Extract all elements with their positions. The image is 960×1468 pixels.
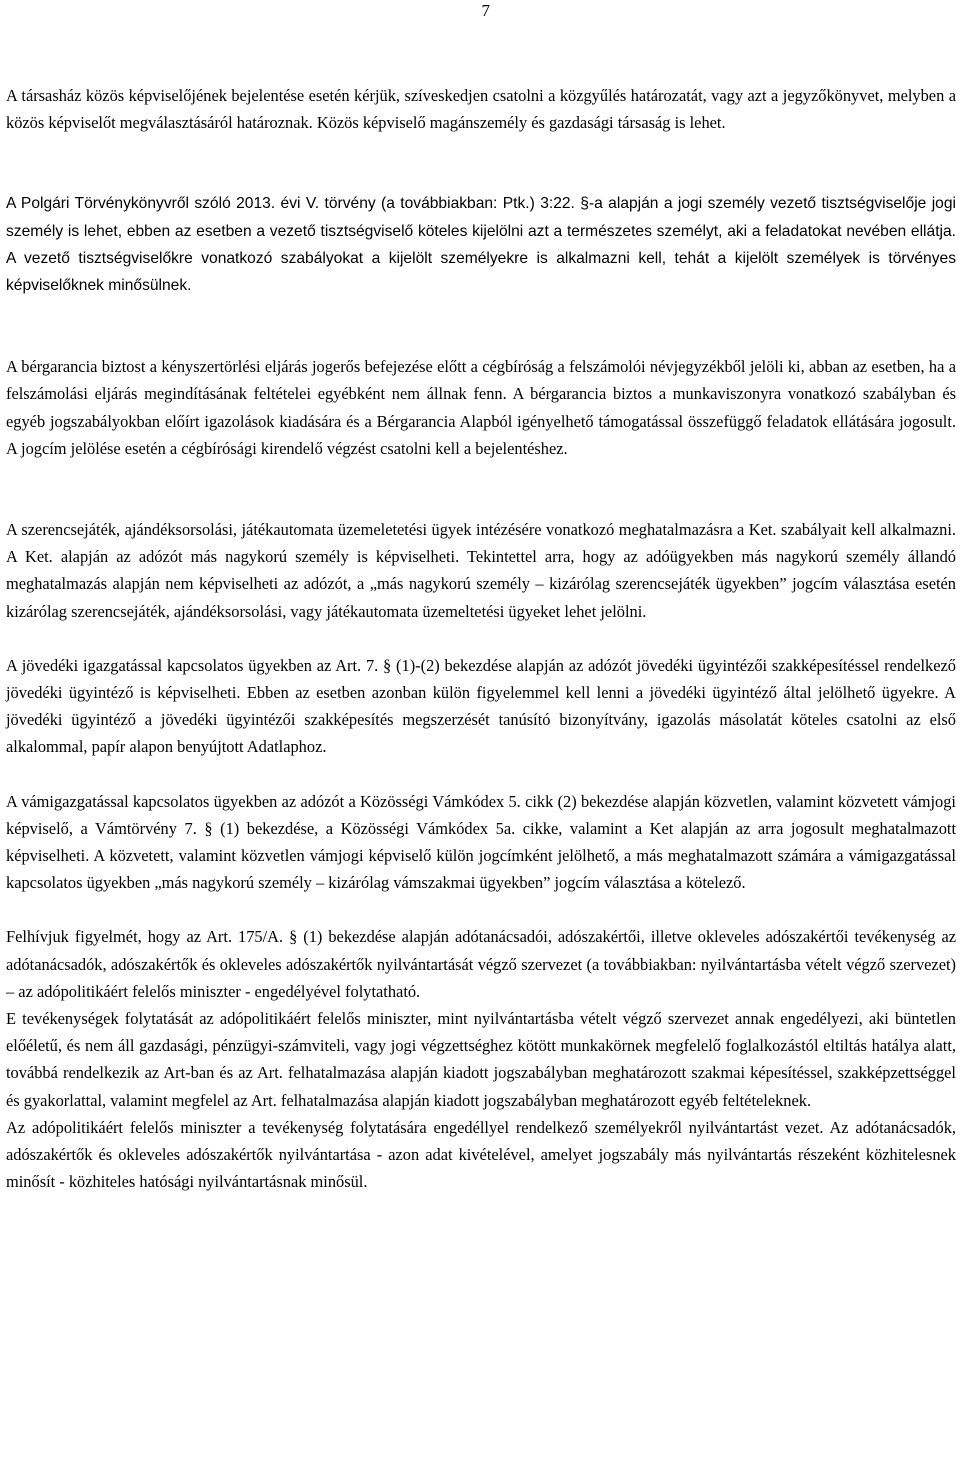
paragraph-tax-advisor-registry: Az adópolitikáért felelős miniszter a tevékenység folytatására engedéllyel rendelkező személyekről nyilvántartást vezet. Az adótanácsadók, adószakértők és okleveles adószakértők nyilvántartása - azon adat kivételével, amelyet jogszabály más nyilvántartás részeként közhitelesnek minősít - közhiteles hatósági nyilvántartásnak minősül. <box>6 1117 956 1192</box>
paragraph-customs: A vámigazgatással kapcsolatos ügyekben az adózót a Közösségi Vámkódex 5. cikk (2) bekezdése alapján közvetlen, valamint közvetett vámjogi képviselő, a Vámtörvény 7. § (1) bekezdése, a Közösségi Vámkódex 5a. cikke, valamint a Ket alapján az arra jogosult meghatalmazott képviselheti. A közvetett, valamint közvetlen vámjogi képviselő külön jogcímként jelölhető, a más meghatalmazott számára a vámigazgatással kapcsolatos ügyekben „más nagykorú személy – kizárólag vámszakmai ügyekben” jogcím választása a kötelező. <box>6 791 956 893</box>
paragraph-excise: A jövedéki igazgatással kapcsolatos ügyekben az Art. 7. § (1)-(2) bekezdése alapján az adózót jövedéki ügyintézői szakképesítéssel rendelkező jövedéki ügyintéző is képviselheti. Ebben az esetben azonban külön figyelemmel kell lenni a jövedéki ügyintéző által jelölhető ügyekre. A jövedéki ügyintéző a jövedéki ügyintézői szakképesítés megszerzését tanúsító bizonyítvány, igazolás másolatát köteles csatolni az első alkalommal, papír alapon benyújtott Adatlaphoz. <box>6 655 956 757</box>
paragraph-joint-representative: A társasház közös képviselőjének bejelentése esetén kérjük, szíveskedjen csatolni a közgyűlés határozatát, vagy azt a jegyzőkönyvet, melyben a közös képviselőt megválasztásáról határoznak. Közös képviselő magánszemély és gazdasági társaság is lehet. <box>6 86 956 133</box>
page-number: 7 <box>481 1 490 20</box>
paragraph-tax-advisor-conditions: E tevékenységek folytatását az adópolitikáért felelős miniszter, mint nyilvántartásba vételt végző szervezet annak engedélyezi, aki büntetlen előéletű, és nem áll gazdasági, pénzügyi-számviteli, vagy jogi végzettséghez kötött munkakörnek megfelelő foglalkozástól eltiltás hatálya alatt, továbbá rendelkezik az Art-ban és az Art. felhatalmazása alapján kiadott jogszabályban meghatározott szakmai képesítéssel, szakképzettséggel és gyakorlattal, valamint megfelel az Art. felhatalmazása alapján kiadott jogszabályban meghatározott egyéb feltételeknek. <box>6 1009 956 1110</box>
paragraph-tax-advisor-notice: Felhívjuk figyelmét, hogy az Art. 175/A. § (1) bekezdése alapján adótanácsadói, adószakértői, illetve okleveles adószakértői tevékenység az adótanácsadók, adószakértők és okleveles adószakértők nyilvántartását végző szervezet (a továbbiakban: nyilvántartásba vételt végző szervezet) – az adópolitikáért felelős miniszter - engedélyével folytatható. <box>6 927 956 1001</box>
paragraph-gambling: A szerencsejáték, ajándéksorsolási, játékautomata üzemeletetési ügyek intézésére vonatkozó meghatalmazásra a Ket. szabályait kell alkalmazni. A Ket. alapján az adózót más nagykorú személy is képviselheti. Tekintettel arra, hogy az adóügyekben más nagykorú személy állandó meghatalmazás alapján nem képviselheti az adózót, a „más nagykorú személy – kizárólag szerencsejáték ügyekben” jogcím választása esetén kizárólag szerencsejáték, ajándéksorsolási, vagy játékautomata üzemeltetési ügyeket lehet jelölni. <box>6 520 956 621</box>
paragraph-wage-guarantee: A bérgarancia biztost a kényszertörlési eljárás jogerős befejezése előtt a cégbíróság a felszámolói névjegyzékből jelöli ki, abban az esetben, ha a felszámolási eljárás megindításának feltételei egyébként nem állnak fenn. A bérgarancia biztos a munkaviszonyra vonatkozó szabályban és egyéb jogszabályokban előírt igazolások kiadására és a Bérgarancia Alapból igényelhető támogatással összefüggő feladatok ellátására jogosult. A jogcím jelölése esetén a cégbírósági kirendelő végzést csatolni kell a bejelentéshez. <box>6 357 956 458</box>
paragraph-civil-code: A Polgári Törvénykönyvről szóló 2013. évi V. törvény (a továbbiakban: Ptk.) 3:22. §-a alapján a jogi személy vezető tisztségviselője jogi személy is lehet, ebben az esetben a vezető tisztségviselő köteles kijelölni azt a természetes személyt, aki a feladatokat nevében ellátja. A vezető tisztségviselőkre vonatkozó szabályokat a kijelölt személyekre is alkalmazni kell, tehát a kijelölt személyek is törvényes képviselőknek minősülnek. <box>6 195 956 295</box>
document-body <box>6 82 956 1196</box>
